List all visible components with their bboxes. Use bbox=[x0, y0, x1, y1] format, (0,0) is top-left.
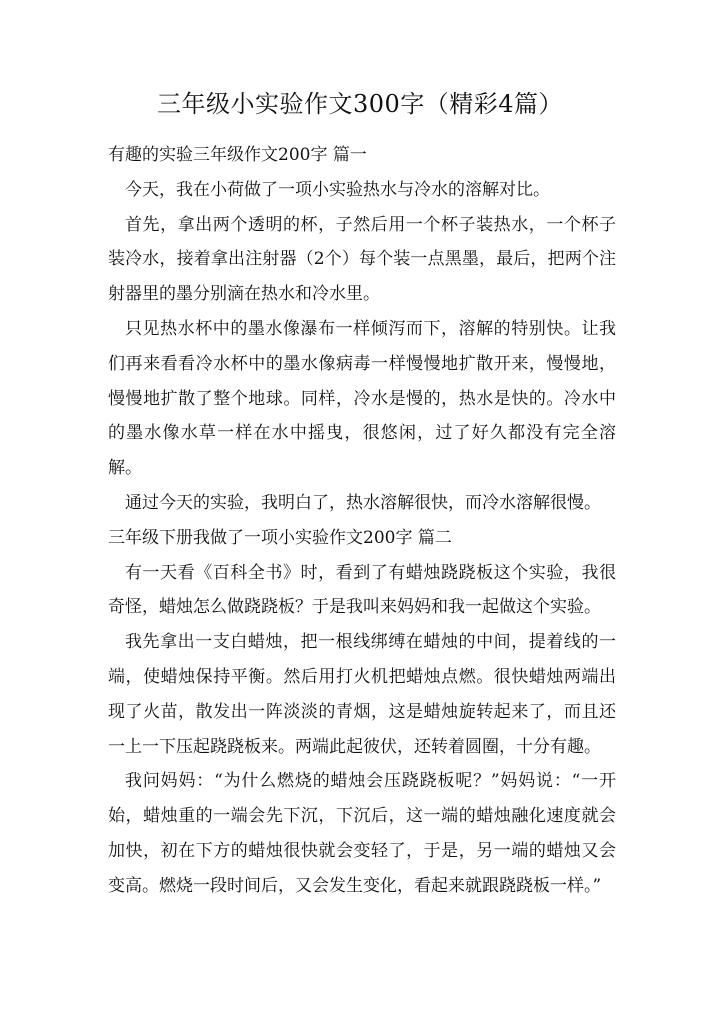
paragraph: 我先拿出一支白蜡烛，把一根线绑缚在蜡烛的中间，提着线的一端，使蜡烛保持平衡。然后用打火机把蜡烛点燃。很快蜡烛两端出现了火苗，散发出一阵淡淡的青烟，这是蜡烛旋转起来了，而且还一上一下压起跷跷板来。两端此起彼伏，还转着圆圈，十分有趣。 bbox=[108, 632, 616, 757]
paragraph: 只见热水杯中的墨水像瀑布一样倾泻而下，溶解的特别快。让我们再来看看冷水杯中的墨水像病毒一样慢慢地扩散开来，慢慢地，慢慢地扩散了整个地球。同样，冷水是慢的，热水是快的。冷水中的墨水像水草一样在水中摇曳，很悠闲，过了好久都没有完全溶解。 bbox=[108, 318, 616, 479]
paragraph: 通过今天的实验，我明白了，热水溶解很快，而冷水溶解很慢。 bbox=[125, 492, 601, 513]
section-heading: 三年级下册我做了一项小实验作文200字 篇二 bbox=[108, 527, 452, 548]
document-body bbox=[108, 138, 616, 904]
paragraph: 首先，拿出两个透明的杯，子然后用一个杯子装热水，一个杯子装冷水，接着拿出注射器（2个）每个装一点黑墨，最后，把两个注射器里的墨分别滴在热水和冷水里。 bbox=[108, 214, 616, 305]
document-title: 三年级小实验作文300字（精彩4篇） bbox=[156, 90, 564, 118]
paragraph: 我问妈妈：“为什么燃烧的蜡烛会压跷跷板呢？”妈妈说：“一开始，蜡烛重的一端会先下沉，下沉后，这一端的蜡烛融化速度就会加快，初在下方的蜡烛很快就会变轻了，于是，另一端的蜡烛又会变高。燃烧一段时间后，又会发生变化，看起来就跟跷跷板一样。” bbox=[108, 771, 616, 896]
paragraph: 有一天看《百科全书》时，看到了有蜡烛跷跷板这个实验，我很奇怪，蜡烛怎么做跷跷板？于是我叫来妈妈和我一起做这个实验。 bbox=[108, 562, 616, 618]
section-heading: 有趣的实验三年级作文200字 篇一 bbox=[108, 145, 367, 165]
paragraph: 今天，我在小荷做了一项小实验热水与冷水的溶解对比。 bbox=[125, 179, 550, 200]
